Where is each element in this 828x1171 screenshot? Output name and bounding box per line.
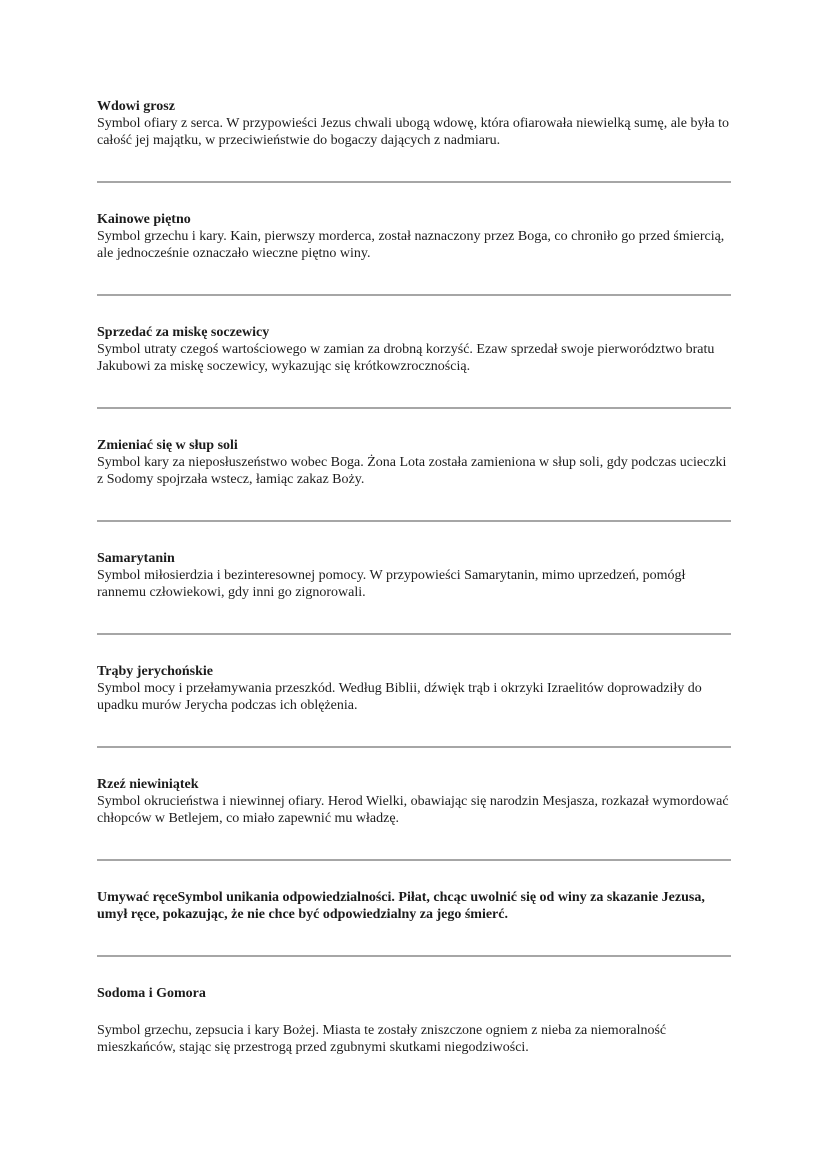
section-divider (97, 955, 731, 957)
entry-heading: Sprzedać za miskę soczewicy (97, 325, 270, 340)
section-divider (97, 633, 731, 635)
entry-body: Symbol ofiary z serca. W przypowieści Jezus chwali ubogą wdowę, która ofiarowała niewielką sumę, ale była to całość jej majątku, w przeciwieństwie do bogaczy dających z nadmiaru. (97, 116, 730, 148)
symbol-entry-rzez-niewiniatek (97, 776, 731, 827)
entry-heading: Samarytanin (97, 551, 175, 566)
symbol-entry-umywac-rece (97, 889, 731, 923)
entry-heading: Sodoma i Gomora (97, 986, 206, 1001)
symbol-entry-kainowe-pietno (97, 211, 731, 262)
symbol-entry-sodoma-gomora (97, 985, 731, 1056)
section-divider (97, 520, 731, 522)
entry-heading: Kainowe piętno (97, 212, 191, 227)
entry-body (97, 889, 731, 923)
entry-body: Symbol okrucieństwa i niewinnej ofiary. Herod Wielki, obawiając się narodzin Mesjasza, rozkazał wymordować chłopców w Betlejem, co miało zapewnić mu władzę. (97, 794, 729, 826)
section-divider (97, 407, 731, 409)
section-divider (97, 181, 731, 183)
entry-body: Symbol miłosierdzia i bezinteresownej pomocy. W przypowieści Samarytanin, mimo uprzedzeń, pomógł rannemu człowiekowi, gdy inni go zignorowali. (97, 568, 686, 600)
symbol-entry-wdowi-grosz (97, 98, 731, 149)
symbol-entry-traby-jerychonskie (97, 663, 731, 714)
entry-heading: Trąby jerychońskie (97, 664, 214, 679)
entry-body: Symbol grzechu i kary. Kain, pierwszy morderca, został naznaczony przez Boga, co chroniło go przed śmiercią, ale jednocześnie oznaczało wieczne piętno winy. (97, 229, 725, 261)
entry-body: Symbol utraty czegoś wartościowego w zamian za drobną korzyść. Ezaw sprzedał swoje pierworództwo bratu Jakubowi za miskę soczewicy, wykazując się krótkowzrocznością. (97, 342, 715, 374)
section-divider (97, 294, 731, 296)
entry-body: Symbol kary za nieposłuszeństwo wobec Boga. Żona Lota została zamieniona w słup soli, gdy podczas ucieczki z Sodomy spojrzała wstecz, łamiąc zakaz Boży. (97, 455, 727, 487)
section-divider (97, 859, 731, 861)
entry-heading-runin: Umywać ręce (97, 890, 178, 905)
entry-body: Symbol grzechu, zepsucia i kary Bożej. Miasta te zostały zniszczone ogniem z nieba za niemoralność mieszkańców, stając się przestrogą przed zgubnymi skutkami niegodziwości. (97, 1023, 667, 1055)
section-divider (97, 746, 731, 748)
symbol-entry-samarytanin (97, 550, 731, 601)
entry-heading: Wdowi grosz (97, 99, 175, 114)
entry-heading: Rzeź niewiniątek (97, 777, 199, 792)
symbol-entry-miska-soczewicy (97, 324, 731, 375)
entry-body-text: Symbol unikania odpowiedzialności. Piłat, chcąc uwolnić się od winy za skazanie Jezusa, umył ręce, pokazując, że nie chce być odpowiedzialny za jego śmierć. (97, 890, 705, 922)
entry-heading: Zmieniać się w słup soli (97, 438, 238, 453)
entry-body: Symbol mocy i przełamywania przeszkód. Według Biblii, dźwięk trąb i okrzyki Izraelitów doprowadziły do upadku murów Jerycha podczas ich oblężenia. (97, 681, 702, 713)
symbol-entry-slup-soli (97, 437, 731, 488)
